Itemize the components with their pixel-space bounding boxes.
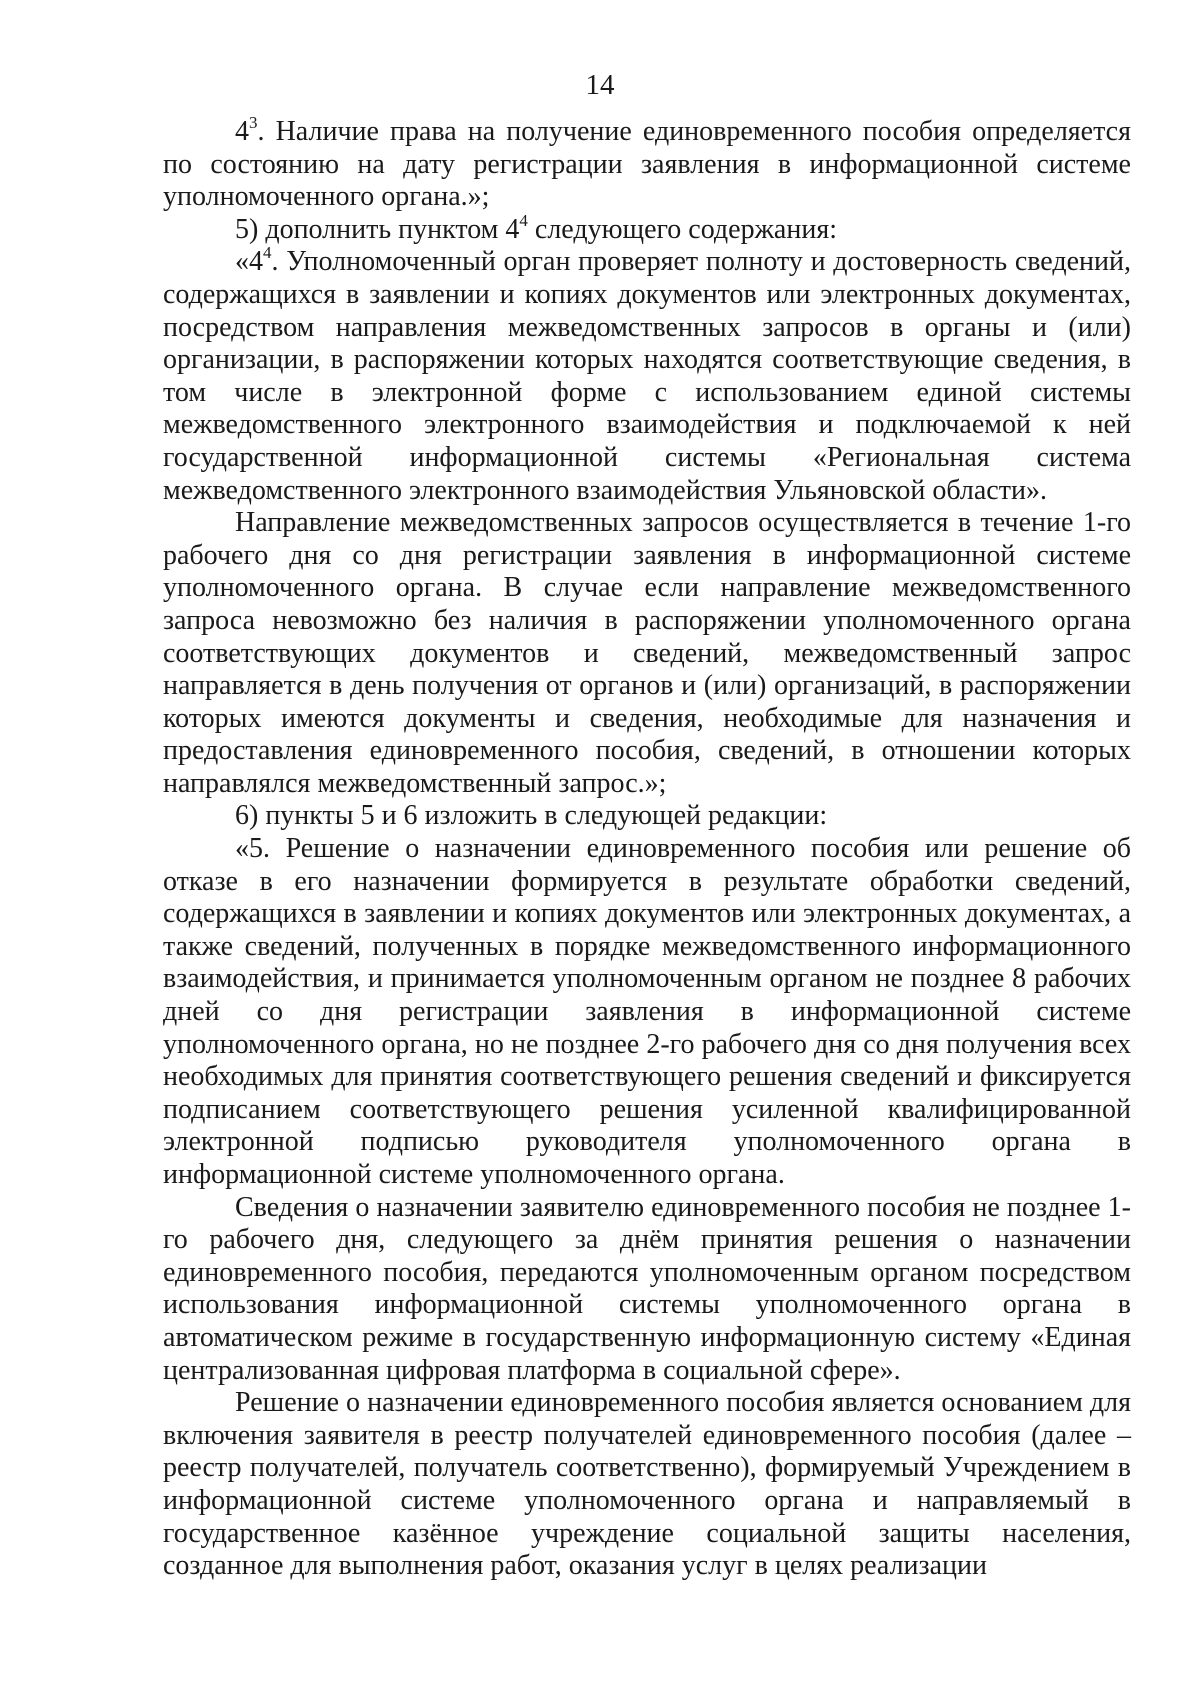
paragraph (163, 800, 1131, 833)
page-number: 14 (585, 69, 615, 101)
superscript-text: 4 (519, 210, 528, 230)
paragraph-text: 5) дополнить пунктом 4 (235, 213, 520, 245)
paragraph-text: следующего содержания: (527, 213, 837, 245)
document-body (163, 113, 1131, 1583)
paragraph-text: «5. Решение о назначении единовременного пособия или решение об отказе в его назначении формируется в результате обработки сведений, содержащихся в заявлении и копиях документов или электронных документах, а также сведений, полученных в порядке межведомственного информационного взаимодействия, и принимается уполномоченным органом не позднее 8 рабочих дней со дня регистрации заявления в информационной системе уполномоченного органа, но не позднее 2-го рабочего дня со дня получения всех необходимых для принятия соответствующего решения сведений и фиксируется подписанием соответствующего решения усиленной квалифицированной электронной подписью руководителя уполномоченного органа в информационной системе уполномоченного органа. (163, 833, 1131, 1190)
paragraph (163, 507, 1131, 800)
paragraph-text: . Уполномоченный орган проверяет полноту и достоверность сведений, содержащихся в заявлении и копиях документов или электронных документах, посредством направления межведомственных запросов в органы и (или) организации, в распоряжении которых находятся соответствующие сведения, в том числе в электронной форме с использованием единой системы межведомственного электронного взаимодействия и подключаемой к ней государственной информационной системы «Региональная система межведомственного электронного взаимодействия Ульяновской области». (163, 246, 1131, 506)
paragraph (163, 1192, 1131, 1388)
paragraph-text: . Наличие права на получение единовременного пособия определяется по состоянию на дату регистрации заявления в информационной системе уполномоченного органа.»; (163, 116, 1131, 213)
paragraph (163, 210, 1131, 247)
superscript-text: 4 (263, 243, 272, 263)
paragraph-text: 6) пункты 5 и 6 изложить в следующей редакции: (235, 800, 828, 832)
paragraph (163, 1387, 1131, 1583)
paragraph-text: «4 (235, 246, 263, 278)
paragraph-text: Решение о назначении единовременного пособия является основанием для включения заявителя в реестр получателей единовременного пособия (далее – реестр получателей, получатель соответственно), формируемый Учреждением в информационной системе уполномоченного органа и направляемый в государственное казённое учреждение социальной защиты населения, созданное для выполнения работ, оказания услуг в целях реализации (163, 1387, 1131, 1582)
paragraph-text: Направление межведомственных запросов осуществляется в течение 1-го рабочего дня со дня регистрации заявления в информационной системе уполномоченного органа. В случае если направление межведомственного запроса невозможно без наличия в распоряжении уполномоченного органа соответствующих документов и сведений, межведомственный запрос направляется в день получения от органов и (или) организаций, в распоряжении которых имеются документы и сведения, необходимые для назначения и предоставления единовременного пособия, сведений, в отношении которых направлялся межведомственный запрос.»; (163, 507, 1131, 799)
superscript-text: 3 (249, 113, 258, 132)
paragraph-text: 4 (235, 116, 249, 147)
paragraph-text: Сведения о назначении заявителю единовременного пособия не позднее 1-го рабочего дня, следующего за днём принятия решения о назначении единовременного пособия, передаются уполномоченным органом посредством использования информационной системы уполномоченного органа в автоматическом режиме в государственную информационную систему «Единая централизованная цифровая платформа в социальной сфере». (163, 1191, 1131, 1386)
paragraph (163, 243, 1131, 507)
paragraph (163, 113, 1131, 214)
paragraph (163, 833, 1131, 1192)
